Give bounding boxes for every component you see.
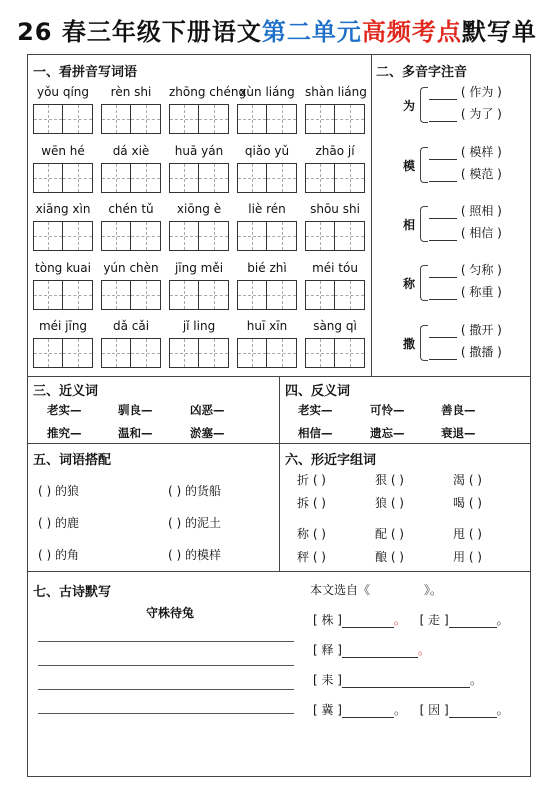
pinyin-text: zhōng chéng [169, 85, 247, 99]
pinyin-text: qiǎo yǔ [244, 144, 290, 158]
tianzi-box[interactable] [169, 163, 199, 193]
tianzi-box[interactable] [237, 221, 267, 251]
divider-vertical-mid [279, 376, 280, 571]
polyphonic-char: 相 [403, 218, 416, 232]
tianzi-grid[interactable] [101, 280, 161, 310]
explain-term: [ 释 ] [313, 643, 342, 657]
pinyin-item [169, 260, 229, 310]
similar-char-item: 狠 ( ) [375, 473, 404, 487]
tianzi-box[interactable] [101, 221, 131, 251]
tianzi-box[interactable] [63, 221, 93, 251]
tianzi-box[interactable] [199, 163, 229, 193]
pinyin-item [237, 201, 297, 251]
tianzi-grid[interactable] [305, 338, 365, 368]
tianzi-box[interactable] [63, 280, 93, 310]
polyphonic-item [377, 321, 527, 367]
tianzi-grid[interactable] [237, 221, 297, 251]
poem-write-line [38, 689, 294, 690]
polyphonic-word: ( 撒开 ) [460, 323, 502, 337]
period: 。 [394, 703, 407, 717]
tianzi-box[interactable] [305, 221, 335, 251]
polyphonic-word: ( 作为 ) [460, 85, 502, 99]
section-antonym-title: 四、反义词 [285, 384, 351, 399]
tianzi-grid[interactable] [305, 163, 365, 193]
tianzi-box[interactable] [131, 163, 161, 193]
tianzi-box[interactable] [267, 221, 297, 251]
poem-source-end: 》。 [424, 583, 443, 597]
polyphonic-char: 称 [403, 277, 416, 291]
pinyin-blank[interactable] [429, 148, 457, 160]
poem-source-label: 本文选自《 [310, 583, 371, 597]
pinyin-text: xiāng xìn [35, 202, 91, 216]
explain-row [313, 641, 430, 658]
pinyin-text: sàng qì [313, 319, 357, 333]
tianzi-grid[interactable] [33, 280, 93, 310]
section-synonym-title: 三、近义词 [33, 384, 99, 399]
period: 。 [496, 613, 509, 627]
polyphonic-item [377, 143, 527, 189]
page-title [0, 12, 554, 47]
explain-term: [ 耒 ] [313, 673, 342, 687]
collocation-item: ( ) 的角 [38, 548, 79, 562]
pinyin-blank[interactable] [429, 229, 457, 241]
tianzi-box[interactable] [33, 163, 63, 193]
tianzi-box[interactable] [33, 280, 63, 310]
antonym-item: 相信— [298, 426, 333, 440]
pinyin-text: liè rén [248, 202, 286, 216]
pinyin-item [101, 143, 161, 193]
antonym-item: 善良— [441, 403, 476, 417]
section-polyphonic-title: 二、多音字注音 [376, 65, 468, 80]
pinyin-text: huī xīn [246, 319, 288, 333]
tianzi-grid[interactable] [169, 163, 229, 193]
tianzi-box[interactable] [237, 163, 267, 193]
tianzi-box[interactable] [305, 163, 335, 193]
polyphonic-word: ( 称重 ) [460, 285, 502, 299]
tianzi-grid[interactable] [237, 104, 297, 134]
similar-char-item: 配 ( ) [375, 527, 404, 541]
pinyin-text: huā yán [174, 144, 224, 158]
tianzi-grid[interactable] [101, 221, 161, 251]
synonym-item: 驯良— [118, 403, 153, 417]
tianzi-box[interactable] [101, 104, 131, 134]
collocation-item: ( ) 的狼 [38, 484, 79, 498]
explain-term: [ 株 ] [313, 613, 342, 627]
tianzi-box[interactable] [33, 104, 63, 134]
tianzi-grid[interactable] [33, 221, 93, 251]
section-poem-title: 七、古诗默写 [33, 585, 112, 600]
pinyin-blank[interactable] [429, 288, 457, 300]
tianzi-box[interactable] [335, 163, 365, 193]
period: 。 [394, 613, 407, 627]
tianzi-box[interactable] [267, 104, 297, 134]
tianzi-grid[interactable] [101, 338, 161, 368]
section-pinyin-title: 一、看拼音写词语 [33, 65, 138, 80]
pinyin-item [101, 260, 161, 310]
pinyin-text: shōu shi [310, 202, 360, 216]
poem-title: 守株待兔 [145, 606, 194, 620]
pinyin-item [237, 318, 297, 368]
tianzi-box[interactable] [33, 221, 63, 251]
pinyin-text: méi jīng [38, 319, 88, 333]
tianzi-box[interactable] [101, 338, 131, 368]
tianzi-grid[interactable] [101, 104, 161, 134]
pinyin-item [33, 318, 93, 368]
explain-term: [ 走 ] [419, 613, 449, 627]
polyphonic-word: ( 为了 ) [460, 107, 502, 121]
pinyin-item [33, 201, 93, 251]
pinyin-item [169, 201, 229, 251]
pinyin-text: wēn hé [41, 144, 85, 158]
polyphonic-char: 撒 [403, 337, 416, 351]
section-collocation-title: 五、词语搭配 [33, 453, 112, 468]
pinyin-text: tòng kuai [35, 261, 91, 275]
pinyin-blank[interactable] [429, 207, 457, 219]
pinyin-item [101, 84, 161, 134]
poem-write-line [38, 641, 294, 642]
tianzi-box[interactable] [335, 280, 365, 310]
tianzi-box[interactable] [131, 338, 161, 368]
pinyin-text: shàn liáng [305, 85, 367, 99]
similar-char-item: 用 ( ) [453, 550, 482, 564]
tianzi-box[interactable] [199, 221, 229, 251]
polyphonic-word: ( 撒播 ) [460, 345, 502, 359]
tianzi-grid[interactable] [33, 338, 93, 368]
similar-char-item: 酿 ( ) [375, 550, 404, 564]
tianzi-box[interactable] [101, 163, 131, 193]
tianzi-grid[interactable] [237, 163, 297, 193]
pinyin-blank[interactable] [429, 326, 457, 338]
divider-vertical-top [371, 54, 372, 376]
pinyin-item [33, 84, 93, 134]
pinyin-text: rèn shi [110, 85, 152, 99]
polyphonic-word: ( 模样 ) [460, 145, 502, 159]
tianzi-box[interactable] [199, 104, 229, 134]
explain-row [313, 701, 509, 718]
title-part-unit: 第二单元 [261, 18, 362, 46]
pinyin-item [305, 318, 365, 368]
similar-char-item: 秤 ( ) [297, 550, 326, 564]
tianzi-box[interactable] [63, 104, 93, 134]
poem-source [310, 581, 442, 598]
similar-char-item: 称 ( ) [297, 527, 326, 541]
brace-icon [420, 325, 428, 361]
tianzi-box[interactable] [169, 221, 199, 251]
tianzi-box[interactable] [305, 338, 335, 368]
tianzi-box[interactable] [335, 104, 365, 134]
tianzi-grid[interactable] [33, 163, 93, 193]
pinyin-blank[interactable] [429, 348, 457, 360]
pinyin-text: zhāo jí [315, 144, 355, 158]
tianzi-box[interactable] [169, 104, 199, 134]
tianzi-box[interactable] [267, 280, 297, 310]
similar-char-item: 喝 ( ) [453, 496, 482, 510]
tianzi-box[interactable] [169, 338, 199, 368]
synonym-item: 老实— [47, 403, 82, 417]
pinyin-text: dá xiè [112, 144, 150, 158]
tianzi-grid[interactable] [305, 104, 365, 134]
pinyin-item [101, 201, 161, 251]
pinyin-item [169, 143, 229, 193]
polyphonic-char: 模 [403, 159, 416, 173]
pinyin-text: xiōng è [176, 202, 222, 216]
tianzi-box[interactable] [101, 280, 131, 310]
similar-char-item: 折 ( ) [297, 473, 326, 487]
tianzi-box[interactable] [63, 163, 93, 193]
pinyin-text: bié zhì [247, 261, 287, 275]
pinyin-item [169, 84, 247, 134]
section-similar-chars-title: 六、形近字组词 [285, 453, 377, 468]
antonym-item: 老实— [298, 403, 333, 417]
title-part-grade: 26 春三年级下册语文 [17, 18, 262, 46]
divider-horizontal-3 [27, 571, 531, 572]
pinyin-item [305, 143, 365, 193]
tianzi-box[interactable] [199, 338, 229, 368]
polyphonic-char: 为 [403, 99, 416, 113]
period: 。 [470, 673, 483, 687]
tianzi-box[interactable] [33, 338, 63, 368]
pinyin-text: dǎ cǎi [112, 319, 150, 333]
collocation-item: ( ) 的模样 [168, 548, 221, 562]
pinyin-blank[interactable] [429, 88, 457, 100]
tianzi-grid[interactable] [169, 104, 229, 134]
polyphonic-item [377, 202, 527, 248]
pinyin-item [305, 201, 365, 251]
polyphonic-item [377, 261, 527, 307]
collocation-item: ( ) 的货船 [168, 484, 221, 498]
pinyin-item [305, 84, 365, 134]
polyphonic-item [377, 83, 527, 129]
pinyin-blank[interactable] [429, 266, 457, 278]
tianzi-grid[interactable] [33, 104, 93, 134]
pinyin-text: méi tóu [312, 261, 358, 275]
similar-char-item: 甩 ( ) [453, 527, 482, 541]
pinyin-text: yún chèn [103, 261, 159, 275]
tianzi-box[interactable] [267, 338, 297, 368]
synonym-item: 凶恶— [190, 403, 225, 417]
synonym-item: 温和— [118, 426, 153, 440]
explain-term: [ 冀 ] [313, 703, 342, 717]
brace-icon [420, 147, 428, 183]
tianzi-grid[interactable] [169, 280, 229, 310]
tianzi-box[interactable] [131, 104, 161, 134]
pinyin-text: chén tǔ [108, 202, 154, 216]
period: 。 [418, 643, 431, 657]
polyphonic-word: ( 匀称 ) [460, 263, 502, 277]
tianzi-box[interactable] [199, 280, 229, 310]
pinyin-item [101, 318, 161, 368]
tianzi-box[interactable] [237, 338, 267, 368]
pinyin-text: jǐ ling [182, 319, 216, 333]
antonym-item: 衰退— [441, 426, 476, 440]
tianzi-box[interactable] [237, 280, 267, 310]
synonym-item: 推究— [47, 426, 82, 440]
tianzi-grid[interactable] [305, 280, 365, 310]
tianzi-grid[interactable] [237, 338, 297, 368]
similar-char-item: 狼 ( ) [375, 496, 404, 510]
pinyin-text: yǒu qíng [36, 85, 90, 99]
tianzi-box[interactable] [63, 338, 93, 368]
brace-icon [420, 206, 428, 242]
tianzi-grid[interactable] [101, 163, 161, 193]
pinyin-item [237, 260, 297, 310]
pinyin-text: jīng měi [174, 261, 224, 275]
divider-horizontal-2 [27, 443, 531, 444]
tianzi-box[interactable] [305, 104, 335, 134]
pinyin-item [237, 143, 297, 193]
pinyin-item [33, 260, 93, 310]
synonym-item: 淤塞— [190, 426, 225, 440]
similar-char-item: 渴 ( ) [453, 473, 482, 487]
pinyin-item [237, 84, 297, 134]
tianzi-grid[interactable] [169, 338, 229, 368]
pinyin-blank[interactable] [429, 110, 457, 122]
period: 。 [496, 703, 509, 717]
tianzi-box[interactable] [335, 338, 365, 368]
explain-row [313, 671, 482, 688]
tianzi-box[interactable] [169, 280, 199, 310]
similar-char-item: 拆 ( ) [297, 496, 326, 510]
collocation-item: ( ) 的泥土 [168, 516, 221, 530]
antonym-item: 可怜— [370, 403, 405, 417]
explain-term: [ 因 ] [419, 703, 449, 717]
pinyin-text: xùn liáng [239, 85, 295, 99]
tianzi-box[interactable] [131, 280, 161, 310]
poem-write-line [38, 713, 294, 714]
tianzi-grid[interactable] [237, 280, 297, 310]
polyphonic-word: ( 照相 ) [460, 204, 502, 218]
tianzi-grid[interactable] [169, 221, 229, 251]
tianzi-box[interactable] [267, 163, 297, 193]
tianzi-box[interactable] [131, 221, 161, 251]
brace-icon [420, 87, 428, 123]
pinyin-item [305, 260, 365, 310]
title-part-focus: 高频考点 [361, 18, 462, 46]
title-part-sheet: 默写单 [461, 18, 537, 46]
antonym-item: 遗忘— [370, 426, 405, 440]
pinyin-item [169, 318, 229, 368]
explain-row [313, 611, 509, 628]
tianzi-box[interactable] [335, 221, 365, 251]
brace-icon [420, 265, 428, 301]
tianzi-grid[interactable] [305, 221, 365, 251]
poem-write-line [38, 665, 294, 666]
polyphonic-word: ( 相信 ) [460, 226, 502, 240]
polyphonic-word: ( 模范 ) [460, 167, 502, 181]
pinyin-item [33, 143, 93, 193]
pinyin-blank[interactable] [429, 170, 457, 182]
tianzi-box[interactable] [305, 280, 335, 310]
tianzi-box[interactable] [237, 104, 267, 134]
collocation-item: ( ) 的鹿 [38, 516, 79, 530]
